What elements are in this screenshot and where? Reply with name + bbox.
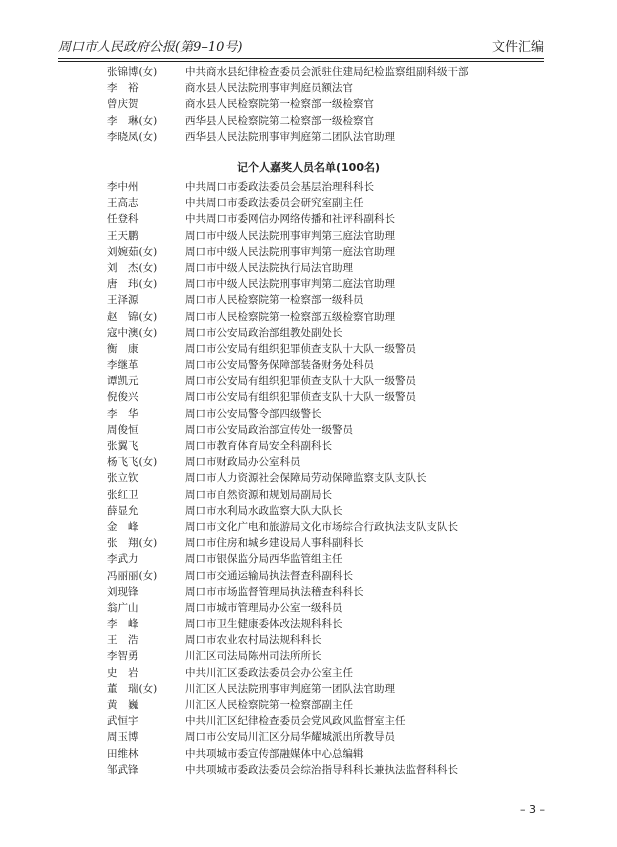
person-position: 周口市公安局有组织犯罪侦查支队十大队一级警员 <box>185 342 416 355</box>
header-rule-thick <box>58 58 544 59</box>
list-item <box>107 584 527 600</box>
person-name: 张红卫 <box>107 488 139 501</box>
list-item <box>107 276 527 292</box>
list-item <box>107 681 527 697</box>
list-item <box>107 616 527 632</box>
person-position: 周口市公安局政治部宣传处一级警员 <box>185 423 353 436</box>
person-position: 中共周口市委网信办网络传播和社评科副科长 <box>185 213 395 226</box>
list-item <box>107 762 527 778</box>
person-position: 中共周口市委政法委员会研究室副主任 <box>185 197 364 210</box>
person-position: 商水县人民法院刑事审判庭员额法官 <box>185 82 353 95</box>
bulletin-title: 周口市人民政府公报(第9–10号) <box>58 40 243 55</box>
list-item <box>107 535 527 551</box>
person-position: 中共商水县纪律检查委员会派驻住建局纪检监察组副科级干部 <box>185 66 469 78</box>
person-position: 中共川汇区委政法委员会办公室主任 <box>185 666 353 679</box>
person-name: 王泽源 <box>107 294 139 307</box>
person-name: 冯丽丽(女) <box>107 569 158 582</box>
person-name: 李 华 <box>107 407 139 420</box>
person-position: 周口市公安局川汇区分局华耀城派出所教导员 <box>185 731 395 744</box>
list-item <box>107 438 527 454</box>
list-item <box>107 568 527 584</box>
person-name: 周俊恒 <box>107 423 139 436</box>
person-position: 周口市交通运输局执法督查科副科长 <box>185 569 353 582</box>
person-position: 周口市农业农村局法规科科长 <box>185 634 322 647</box>
list-item <box>107 406 527 422</box>
person-name: 王高志 <box>107 197 139 210</box>
list-item <box>107 113 527 129</box>
person-position: 周口市自然资源和规划局副局长 <box>185 488 332 501</box>
person-name: 刘婉茹(女) <box>107 245 158 258</box>
list-item <box>107 648 527 664</box>
list-item <box>107 746 527 762</box>
list-item <box>107 80 527 96</box>
person-position: 周口市中级人民法院刑事审判第二庭法官助理 <box>185 278 395 291</box>
list-item <box>107 129 527 145</box>
person-position: 周口市公安局警令部四级警长 <box>185 407 322 420</box>
page-header <box>58 38 544 58</box>
person-name: 黄 巍 <box>107 699 139 711</box>
list-item <box>107 470 527 486</box>
person-name: 曾庆贺 <box>107 98 139 111</box>
section-title: 记个人嘉奖人员名单(100名) <box>236 161 380 174</box>
list-item <box>107 697 527 713</box>
list-item <box>107 487 527 503</box>
list-item <box>107 341 527 357</box>
list-item <box>107 309 527 325</box>
person-position: 周口市城市管理局办公室一级科员 <box>185 601 343 614</box>
person-position: 西华县人民检察院第二检察部一级检察官 <box>185 114 374 127</box>
person-position: 周口市文化广电和旅游局文化市场综合行政执法支队支队长 <box>185 520 458 533</box>
person-name: 杨飞飞(女) <box>107 456 158 469</box>
person-position: 周口市中级人民法院刑事审判第一庭法官助理 <box>185 245 395 258</box>
person-position: 商水县人民检察院第一检察部一级检察官 <box>185 98 374 111</box>
list-item <box>107 357 527 373</box>
person-position: 周口市公安局警务保障部装备财务处科员 <box>185 359 374 372</box>
person-name: 张立钦 <box>107 472 139 485</box>
person-name: 刘现锋 <box>107 585 139 598</box>
person-name: 金 峰 <box>107 520 139 533</box>
person-name: 翁广山 <box>107 601 139 614</box>
person-name: 寇中澳(女) <box>107 326 158 339</box>
person-name: 王天鹏 <box>107 229 139 242</box>
list-item <box>107 665 527 681</box>
list-item <box>107 632 527 648</box>
list-item <box>107 292 527 308</box>
person-position: 周口市公安局政治部组教处副处长 <box>185 326 343 339</box>
list-item <box>107 422 527 438</box>
person-name: 张锦博(女) <box>107 66 158 78</box>
page-number: – 3 – <box>520 803 545 816</box>
list-item <box>107 211 527 227</box>
person-name: 倪俊兴 <box>107 391 139 404</box>
commendation-name-list <box>107 179 527 778</box>
person-position: 周口市市场监督管理局执法稽查科科长 <box>185 585 364 598</box>
person-position: 周口市水利局水政监察大队大队长 <box>185 504 343 517</box>
person-position: 周口市人力资源社会保障局劳动保障监察支队支队长 <box>185 472 427 485</box>
list-item <box>107 389 527 405</box>
person-position: 川汇区司法局陈州司法所所长 <box>185 650 322 663</box>
person-name: 薛显允 <box>107 504 139 517</box>
list-item <box>107 96 527 112</box>
person-name: 李智勇 <box>107 650 139 663</box>
person-position: 中共项城市委宣传部融媒体中心总编辑 <box>185 747 364 760</box>
person-name: 刘 杰(女) <box>107 261 158 274</box>
person-name: 李武力 <box>107 553 139 566</box>
list-item <box>107 195 527 211</box>
section-label: 文件汇编 <box>491 40 544 55</box>
person-name: 李晓凤(女) <box>107 130 158 143</box>
person-position: 周口市中级人民法院刑事审判第三庭法官助理 <box>185 229 395 242</box>
person-name: 李 峰 <box>107 618 139 631</box>
list-item <box>107 729 527 745</box>
list-item <box>107 228 527 244</box>
person-position: 中共川汇区纪律检查委员会党风政风监督室主任 <box>185 715 406 728</box>
person-position: 周口市教育体育局安全科副科长 <box>185 440 332 452</box>
list-item <box>107 551 527 567</box>
person-name: 王 浩 <box>107 634 139 647</box>
person-position: 中共周口市委政法委员会基层治理科科长 <box>185 181 374 193</box>
person-name: 任登科 <box>107 213 139 226</box>
person-name: 唐 玮(女) <box>107 278 158 291</box>
person-position: 周口市卫生健康委体改法规科科长 <box>185 618 343 631</box>
person-name: 李中州 <box>107 181 139 193</box>
person-name: 董 瑞(女) <box>107 682 158 695</box>
person-name: 武恒宇 <box>107 715 139 728</box>
list-item <box>107 519 527 535</box>
person-position: 周口市公安局有组织犯罪侦查支队十大队一级警员 <box>185 391 416 404</box>
list-item <box>107 713 527 729</box>
header-rule-thin <box>58 61 544 62</box>
list-item <box>107 179 527 195</box>
list-item <box>107 503 527 519</box>
person-position: 周口市中级人民法院执行局法官助理 <box>185 261 353 274</box>
person-name: 衡 康 <box>107 342 139 355</box>
person-position: 川汇区人民法院刑事审判庭第一团队法官助理 <box>185 682 395 695</box>
person-name: 谭凯元 <box>107 375 139 388</box>
list-item <box>107 325 527 341</box>
person-position: 周口市人民检察院第一检察部五级检察官助理 <box>185 310 395 323</box>
person-position: 西华县人民法院刑事审判庭第二团队法官助理 <box>185 130 395 143</box>
person-name: 赵 锦(女) <box>107 310 158 323</box>
person-position: 周口市公安局有组织犯罪侦查支队十大队一级警员 <box>185 375 416 388</box>
person-position: 中共项城市委政法委员会综治指导科科长兼执法监督科科长 <box>185 763 458 776</box>
person-name: 张 翔(女) <box>107 537 158 550</box>
person-name: 李继革 <box>107 359 139 372</box>
list-item <box>107 600 527 616</box>
top-name-list <box>107 64 527 145</box>
person-position: 周口市财政局办公室科员 <box>185 456 301 469</box>
person-name: 田维林 <box>107 747 139 760</box>
list-item <box>107 454 527 470</box>
person-name: 邹武锋 <box>107 763 139 776</box>
person-name: 张翼飞 <box>107 440 139 452</box>
person-position: 川汇区人民检察院第一检察部副主任 <box>185 699 353 711</box>
list-item <box>107 244 527 260</box>
list-item <box>107 260 527 276</box>
person-name: 李 裕 <box>107 82 139 95</box>
person-position: 周口市银保监分局西华监管组主任 <box>185 553 343 566</box>
list-item <box>107 64 527 80</box>
list-item <box>107 373 527 389</box>
person-name: 周玉博 <box>107 731 139 744</box>
person-position: 周口市人民检察院第一检察部一级科员 <box>185 294 364 307</box>
person-name: 史 岩 <box>107 666 139 679</box>
person-name: 李 琳(女) <box>107 114 158 127</box>
person-position: 周口市住房和城乡建设局人事科副科长 <box>185 537 364 550</box>
